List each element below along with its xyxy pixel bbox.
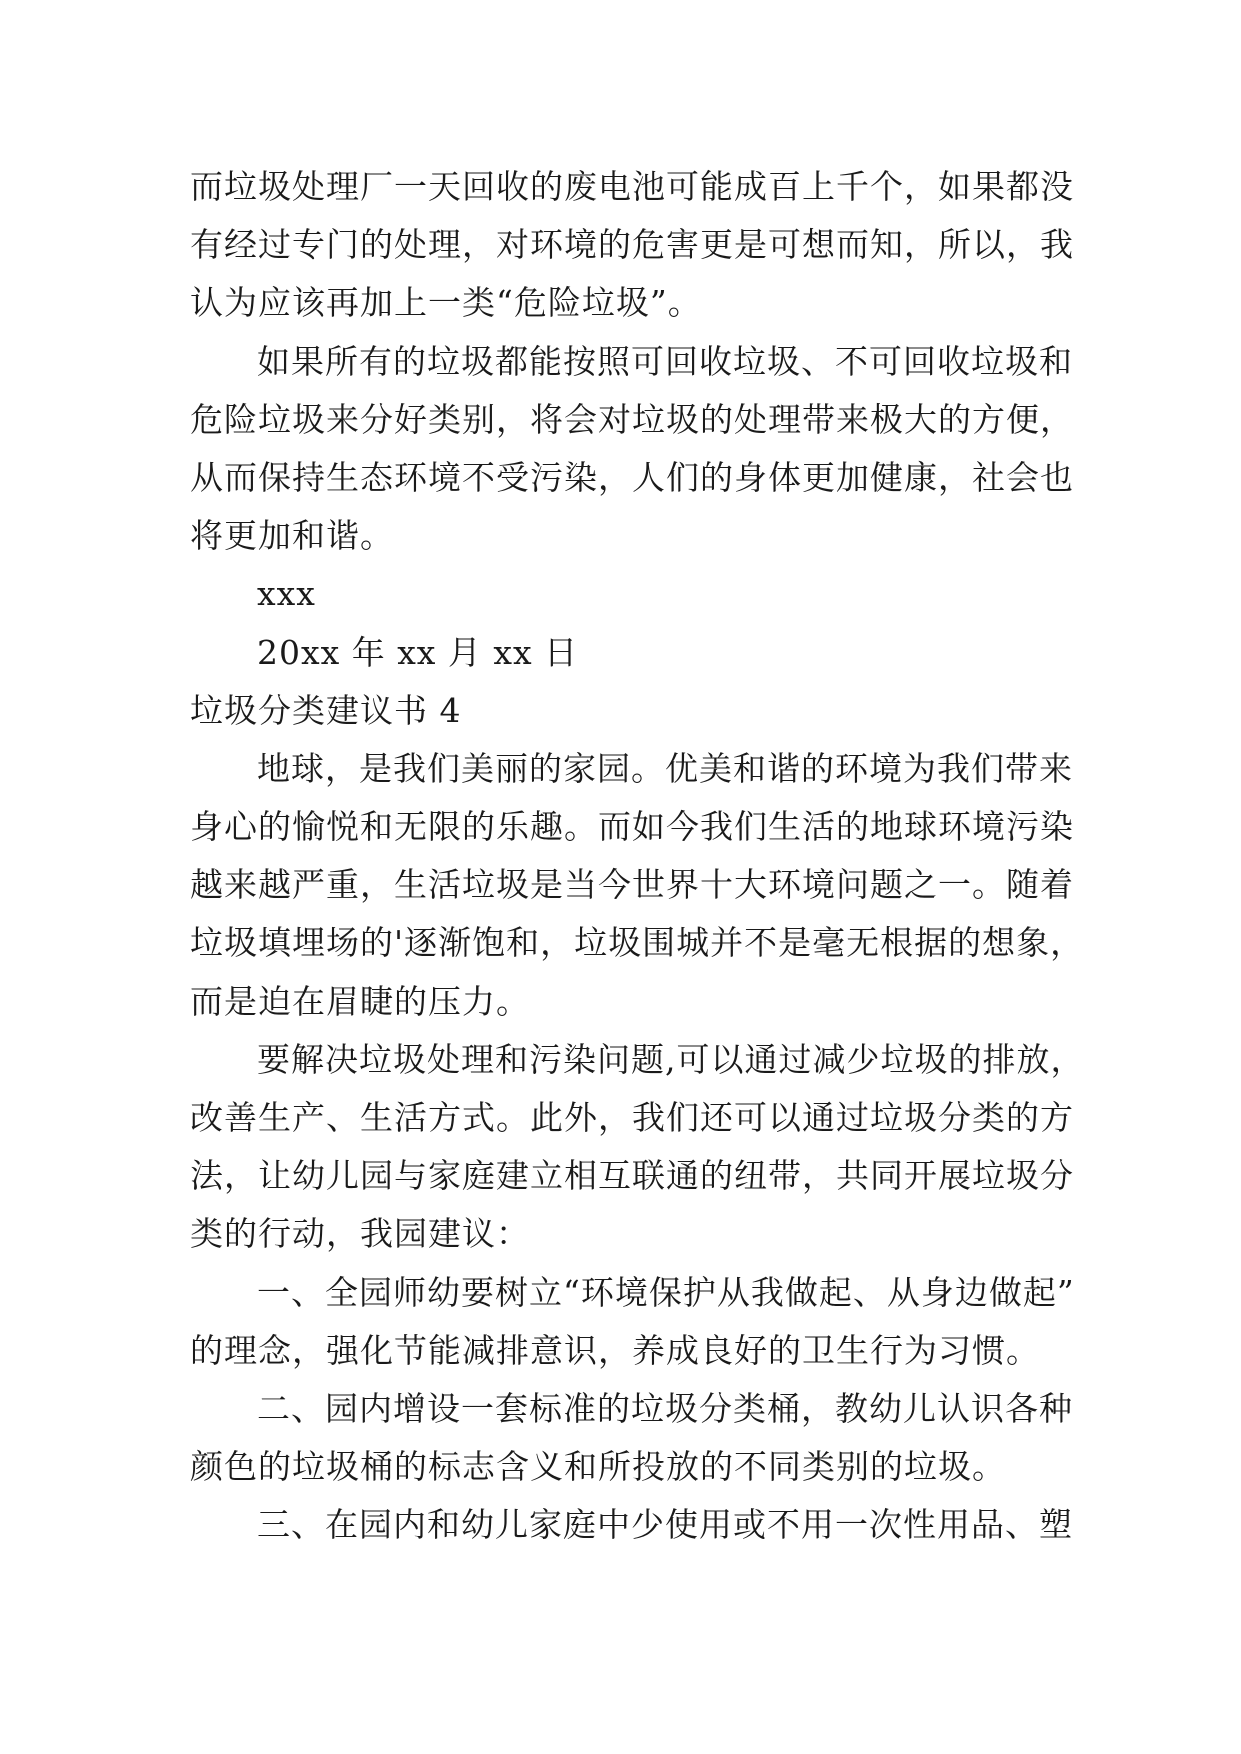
paragraph-start-line: 要解决垃圾处理和污染问题,可以通过减少垃圾的排放， bbox=[257, 1039, 1085, 1079]
paragraph-start-line: 一、全园师幼要树立“环境保护从我做起、从身边做起” bbox=[257, 1272, 1075, 1312]
text-line: 类的行动，我园建议： bbox=[190, 1214, 530, 1254]
text-line: 从而保持生态环境不受污染，人们的身体更加健康，社会也 bbox=[190, 457, 1074, 497]
text-line: 将更加和谐。 bbox=[190, 516, 394, 556]
text-line: 有经过专门的处理，对环境的危害更是可想而知，所以，我 bbox=[190, 225, 1074, 265]
text-line: 改善生产、生活方式。此外，我们还可以通过垃圾分类的方 bbox=[190, 1098, 1074, 1137]
text-line: 而是迫在眉睫的压力。 bbox=[190, 981, 530, 1021]
document-page bbox=[190, 158, 1085, 1555]
paragraph-start-line: 二、园内增设一套标准的垃圾分类桶，教幼儿认识各种 bbox=[257, 1388, 1073, 1428]
paragraph-start-line: 三、在园内和幼儿家庭中少使用或不用一次性用品、塑 bbox=[257, 1505, 1073, 1545]
section-title: 垃圾分类建议书 4 bbox=[190, 690, 462, 730]
paragraph-start-line: 地球，是我们美丽的家园。优美和谐的环境为我们带来 bbox=[257, 748, 1073, 788]
text-line: 身心的愉悦和无限的乐趣。而如今我们生活的地球环境污染 bbox=[190, 807, 1074, 847]
text-line: 垃圾填埋场的'逐渐饱和，垃圾围城并不是毫无根据的想象， bbox=[190, 923, 1085, 963]
text-line: 的理念，强化节能减排意识，养成良好的卫生行为习惯。 bbox=[190, 1330, 1040, 1370]
text-line: 而垃圾处理厂一天回收的废电池可能成百上千个，如果都没 bbox=[190, 167, 1074, 206]
text-line: 危险垃圾来分好类别，将会对垃圾的处理带来极大的方便， bbox=[190, 399, 1074, 439]
text-line: 法，让幼儿园与家庭建立相互联通的纽带，共同开展垃圾分 bbox=[190, 1156, 1074, 1196]
text-line: 颜色的垃圾桶的标志含义和所投放的不同类别的垃圾。 bbox=[190, 1447, 1006, 1487]
text-line: 认为应该再加上一类“危险垃圾”。 bbox=[190, 283, 702, 323]
text-line: 越来越严重，生活垃圾是当今世界十大环境问题之一。随着 bbox=[190, 865, 1074, 905]
signature-name: xxx bbox=[257, 574, 316, 614]
signature-date: 20xx 年 xx 月 xx 日 bbox=[257, 632, 579, 672]
paragraph-start-line: 如果所有的垃圾都能按照可回收垃圾、不可回收垃圾和 bbox=[257, 341, 1073, 381]
